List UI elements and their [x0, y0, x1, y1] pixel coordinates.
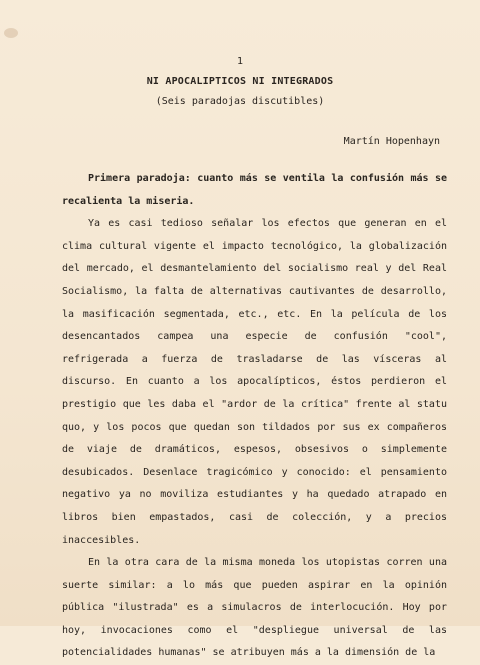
paragraph: Ya es casi tedioso señalar los efectos que generan en el clima cultural vigente el impacto tecnológico, la globalización del mercado, el desmantelamiento del socialismo real y del Real Socialismo, la falta de alternativas cautivantes de desarrollo, la masificación segmentada, etc., etc. En la película de los desencantados campea una especie de confusión "cool", refrigerada a fuerza de trasladarse de las vísceras al discurso. En cuanto a los apocalípticos, éstos perdieron el prestigio que les daba el "ardor de la crítica" frente al statu quo, y los pocos que quedan son tildados por sus ex compañeros de viaje de dramáticos, espesos, obsesivos o simplemente desubicados. Desenlace tragicómico y conocido: el pensamiento negativo ya no moviliza estudiantes y ha quedado atrapado en libros bien empastados, casi de colección, y a precios inaccesibles.: [62, 218, 447, 546]
section-heading: Primera paradoja: cuanto más se ventila la confusión más se recalienta la miseria.: [62, 173, 447, 207]
page-number: 1: [236, 56, 244, 67]
paper-smudge: [4, 28, 18, 38]
author-name: Martín Hopenhayn: [343, 136, 440, 147]
body-text: [62, 168, 447, 665]
paragraph: En la otra cara de la misma moneda los utopistas corren una suerte similar: a lo más que pueden aspirar en la opinión pública "ilustrada" es a simulacros de interlocución. Hoy por hoy, invocaciones como el "despliegue universal de las potencialidades humanas" se atribuyen más a la dimensión de la: [62, 557, 447, 659]
document-subtitle: (Seis paradojas discutibles): [155, 96, 325, 107]
document-title: NI APOCALIPTICOS NI INTEGRADOS: [146, 76, 334, 87]
